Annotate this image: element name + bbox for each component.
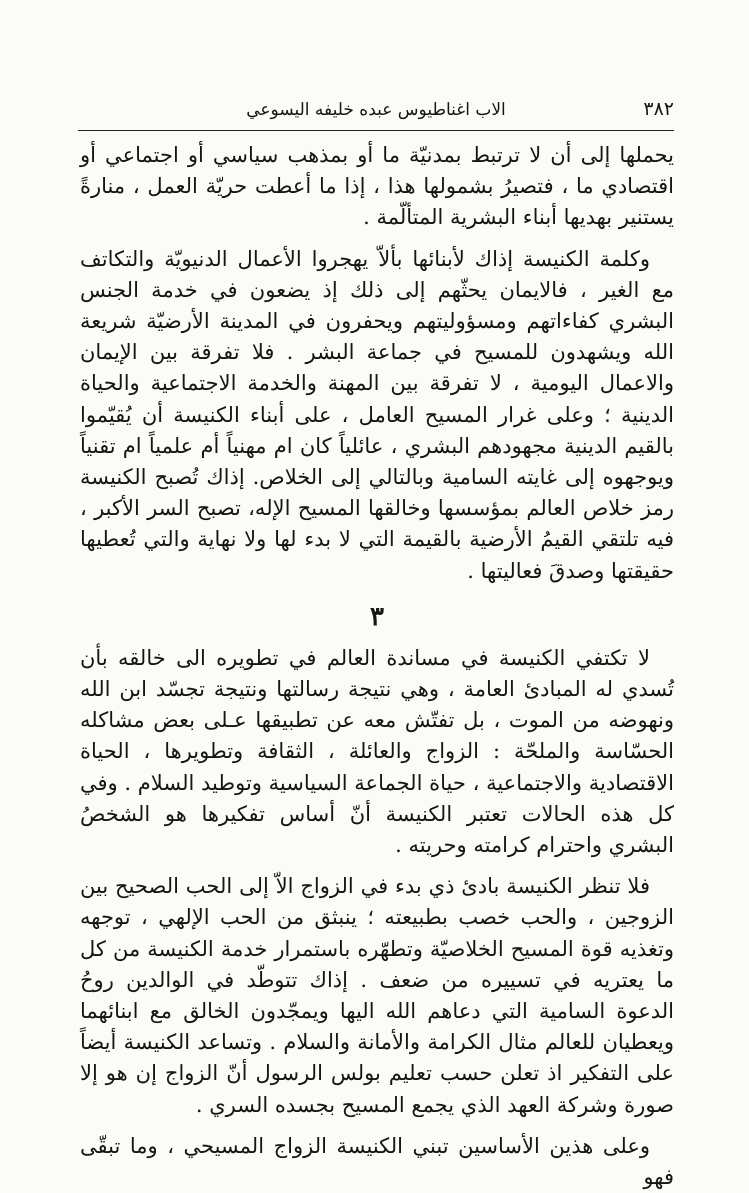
body-text xyxy=(80,140,674,1193)
paragraph: فلا تنظر الكنيسة بادئ ذي بدء في الزواج الاّ إلى الحب الصحيح بين الزوجين ، والحب خصب بطبيعته ؛ ينبثق من الحب الإلهي ، توجهه وتغذيه قوة المسيح الخلاصيّة وتطهّره باستمرار خدمة الكنيسة من كل ما يعتريه في تسييره من ضعف . إذاك تتوطّد في الوالدين روحُ الدعوة السامية التي دعاهم الله اليها ويمجّدون الخالق مع ابنائهما ويعطيان للعالم مثال الكرامة والأمانة والسلام . وتساعد الكنيسة أيضاً على التفكير اذ تعلن حسب تعليم بولس الرسول أنّ الزواج إن هو إلا صورة وشركة العهد الذي يجمع المسيح بجسده السري . xyxy=(80,874,674,1117)
paragraph: يحملها إلى أن لا ترتبط بمدنيّة ما أو بمذهب سياسي أو اجتماعي أو اقتصادي ما ، فتصيرُ بشمولها هذا ، إذا ما أعطت حريّة العمل ، منارةً يستنير بهديها أبناء البشرية المتألّمة . xyxy=(80,143,674,230)
paragraph: وكلمة الكنيسة إذاك لأبنائها بألاّ يهجروا الأعمال الدنيويّة والتكاتف مع الغير ، فالايمان يحثّهم إلى ذلك إذ يضعون في خدمة الجنس البشري كفاءاتهم ومسؤوليتهم ويحفرون في المدينة الأرضيّة شريعة الله ويشهدون للمسيح في جماعة البشر . فلا تفرقة بين الإيمان والاعمال اليومية ، لا تفرقة بين المهنة والخدمة الاجتماعية والحياة الدينية ؛ وعلى غرار المسيح العامل ، على أبناء الكنيسة أن يُقيّموا بالقيم الدينية مجهودهم البشري ، عائلياً كان ام مهنياً أم علمياً ام تقنياً ويوجهوه إلى غايته السامية وبالتالي إلى الخلاص. إذاك تُصبح الكنيسة رمز خلاص العالم بمؤسسها وخالقها المسيح الإله، تصبح السر الأكبر ، فيه تلتقي القيمُ الأرضية بالقيمة التي لا بدء لها ولا نهاية والتي تُعطيها حقيقتها وصدقَ فعاليتها . xyxy=(80,246,674,583)
running-head: الاب اغناطيوس عبده خليفه اليسوعي xyxy=(246,100,506,120)
page-number: ٣٨٢ xyxy=(643,98,674,120)
paragraph: وعلى هذين الأساسين تبني الكنيسة الزواج المسيحي ، وما تبقّى فهو xyxy=(80,1133,674,1190)
paragraph: لا تكتفي الكنيسة في مساندة العالم في تطويره الى خالقه بأن تُسدي له المبادئ العامة ، وهي نتيجة رسالتها ونتيجة تجسّد ابن الله ونهوضه من الموت ، بل تفتّش معه عن تطبيقها عـلى بعض مشاكله الحسّاسة والملحّة : الزواج والعائلة ، الثقافة وتطويرها ، الحياة الاقتصادية والاجتماعية ، حياة الجماعة السياسية وتوطيد السلام . وفي كل هذه الحالات تعتبر الكنيسة أنّ أساس تفكيرها هو الشخصُ البشري واحترام كرامته وحريته . xyxy=(80,645,674,858)
section-number: ٣ xyxy=(370,601,384,632)
page-header xyxy=(78,96,674,131)
